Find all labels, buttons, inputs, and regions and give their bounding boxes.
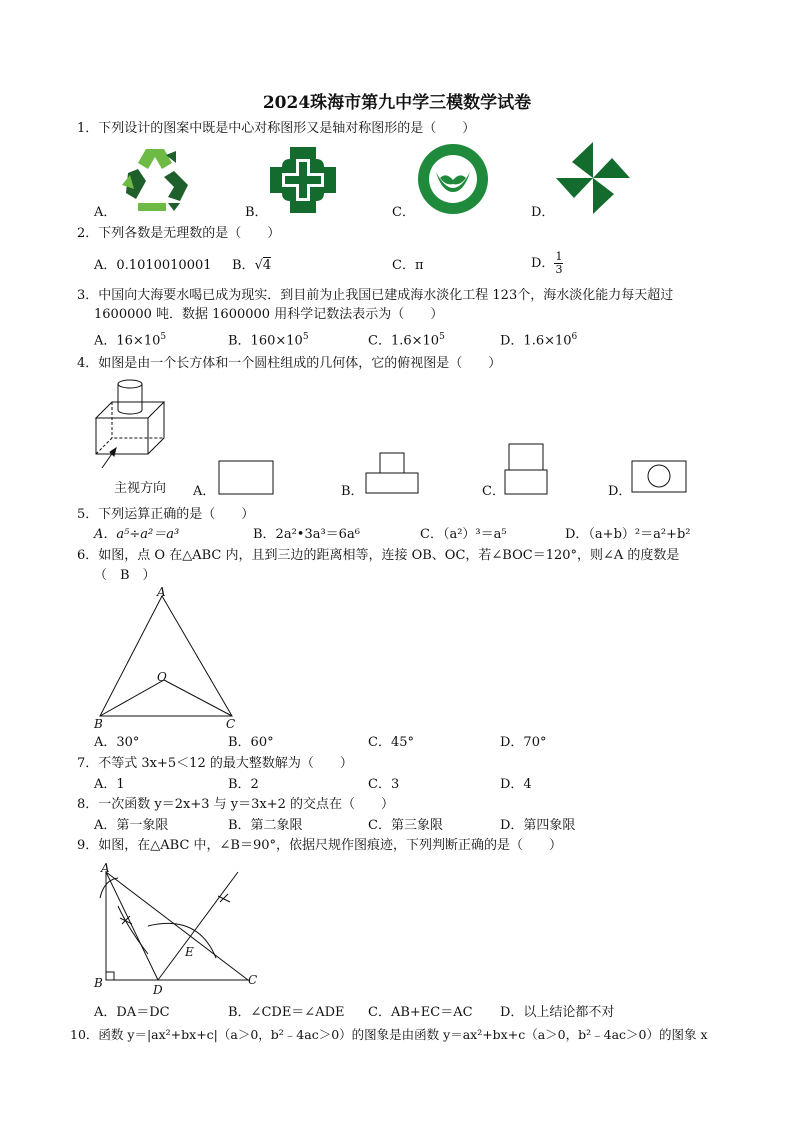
q9-label-c: C [248, 973, 258, 987]
pinwheel-icon [554, 140, 632, 216]
q4-figure-caption: 主视方向 [114, 481, 167, 496]
q3-stem-line2: 1600000 吨．数据 1600000 用科学记数法表示为（ ） [94, 307, 444, 322]
q4-option-d-figure [631, 460, 687, 494]
q2-option-b [232, 258, 271, 274]
q4-option-c-figure [503, 442, 549, 496]
q4-option-b-figure [364, 452, 420, 496]
q9-option-a: A．DA＝DC [94, 1005, 170, 1020]
sqrt-symbol: √ [254, 258, 263, 273]
q6-triangle-figure [90, 584, 250, 734]
q2-option-b-label: B． [232, 258, 255, 273]
q9-option-c: C．AB+EC＝AC [368, 1005, 473, 1020]
q6-option-d: D．70° [500, 735, 547, 750]
q4-option-b: B． [341, 484, 364, 499]
q9-option-b: B．∠CDE＝∠ADE [228, 1005, 345, 1020]
q2-option-a: A．0.1010010001 [94, 258, 212, 273]
q4-option-a: A． [193, 484, 216, 499]
fraction-numerator: 1 [555, 250, 563, 263]
q6-option-b: B．60° [228, 735, 274, 750]
q9-label-d: D [153, 983, 163, 997]
q4-option-a-figure [218, 460, 274, 496]
q8-option-c: C．第三象限 [368, 818, 443, 833]
q9-label-a: A [101, 861, 110, 875]
q1-option-c: C． [392, 205, 415, 220]
q3-option-b [228, 329, 309, 349]
fraction-denominator: 3 [555, 263, 563, 276]
q7-stem: 7．不等式 3x+5＜12 的最大整数解为（ ） [77, 756, 353, 771]
q6-label-b: B [94, 717, 103, 731]
q3-option-d-base: D．1.6×10 [500, 333, 572, 349]
q1-stem: 1．下列设计的图案中既是中心对称图形又是轴对称图形的是（ ） [77, 121, 476, 136]
q4-option-c: C． [482, 484, 505, 499]
q1-option-b: B． [245, 205, 268, 220]
q6-stem: 6．如图，点 O 在△ABC 内，且到三边的距离相等，连接 OB、OC，若∠BOC＝120°，则∠A 的度数是 [77, 548, 680, 563]
q9-construction-figure [88, 858, 268, 998]
q4-option-d: D． [608, 484, 632, 499]
q2-stem: 2．下列各数是无理数的是（ ） [77, 226, 281, 241]
q2-option-c: C．π [392, 258, 424, 273]
q5-option-c: C．（a²）³＝a⁵ [420, 527, 507, 542]
q5-option-d: D．（a+b）²＝a²+b² [565, 527, 691, 542]
q7-option-d: D．4 [500, 777, 532, 792]
q3-option-a-base: A．16×10 [94, 333, 161, 349]
q3-option-d [500, 329, 577, 349]
cross-emblem-icon [268, 145, 338, 215]
q3-option-c-base: C．1.6×10 [368, 333, 440, 349]
page-title: 2024珠海市第九中学三模数学试卷 [262, 93, 532, 113]
q7-option-c: C．3 [368, 777, 400, 792]
q9-option-d: D．以上结论都不对 [500, 1005, 615, 1020]
q5-stem: 5．下列运算正确的是（ ） [77, 507, 255, 522]
recycle-icon [118, 145, 192, 213]
solid-figure [88, 378, 178, 468]
q1-option-a: A． [94, 205, 117, 220]
q7-option-b: B．2 [228, 777, 259, 792]
q6-answer: （ B ） [94, 568, 156, 583]
q2-option-b-radicand: 4 [262, 258, 272, 273]
q2-option-d-label: D． [531, 256, 555, 271]
q3-option-b-exp: 5 [302, 332, 309, 342]
q3-option-a-exp: 5 [160, 332, 167, 342]
q5-option-b: B．2a²•3a³＝6a⁶ [253, 527, 360, 542]
q3-option-c [368, 329, 445, 349]
q3-stem-line1: 3．中国向大海要水喝已成为现实．到目前为止我国已建成海水淡化工程 123个，海水淡化能力每天超过 [77, 288, 674, 303]
q3-option-b-base: B．160×10 [228, 333, 303, 349]
q1-option-d: D． [531, 205, 555, 220]
q10-stem: 10．函数 y＝|ax²+bx+c|（a＞0，b²﹣4ac＞0）的图象是由函数 y＝ax²+bx+c（a＞0，b²﹣4ac＞0）的图象 x [70, 1027, 708, 1042]
q5-option-a: A．a⁵÷a²＝a³ [94, 527, 180, 542]
q6-label-a: A [157, 585, 166, 599]
q6-option-c: C．45° [368, 735, 414, 750]
q6-label-c: C [226, 717, 236, 731]
q2-option-d [531, 244, 563, 284]
q3-option-d-exp: 6 [571, 332, 578, 342]
q3-option-a [94, 329, 166, 349]
q3-option-c-exp: 5 [439, 332, 445, 342]
q8-option-a: A．第一象限 [94, 818, 169, 833]
q2-option-d-fraction [554, 251, 563, 276]
q8-option-b: B．第二象限 [228, 818, 303, 833]
green-food-logo-icon [416, 142, 490, 216]
q9-label-e: E [185, 945, 194, 959]
q8-stem: 8．一次函数 y＝2x+3 与 y＝3x+2 的交点在（ ） [77, 797, 395, 812]
q9-label-b: B [94, 976, 103, 990]
q6-label-o: O [157, 670, 167, 684]
q7-option-a: A．1 [94, 777, 125, 792]
q8-option-d: D．第四象限 [500, 818, 576, 833]
q6-option-a: A．30° [94, 735, 140, 750]
q4-stem: 4．如图是由一个长方体和一个圆柱组成的几何体，它的俯视图是（ ） [77, 356, 502, 371]
q9-stem: 9．如图，在△ABC 中，∠B＝90°，依据尺规作图痕迹，下列判断正确的是（ ） [77, 838, 563, 853]
